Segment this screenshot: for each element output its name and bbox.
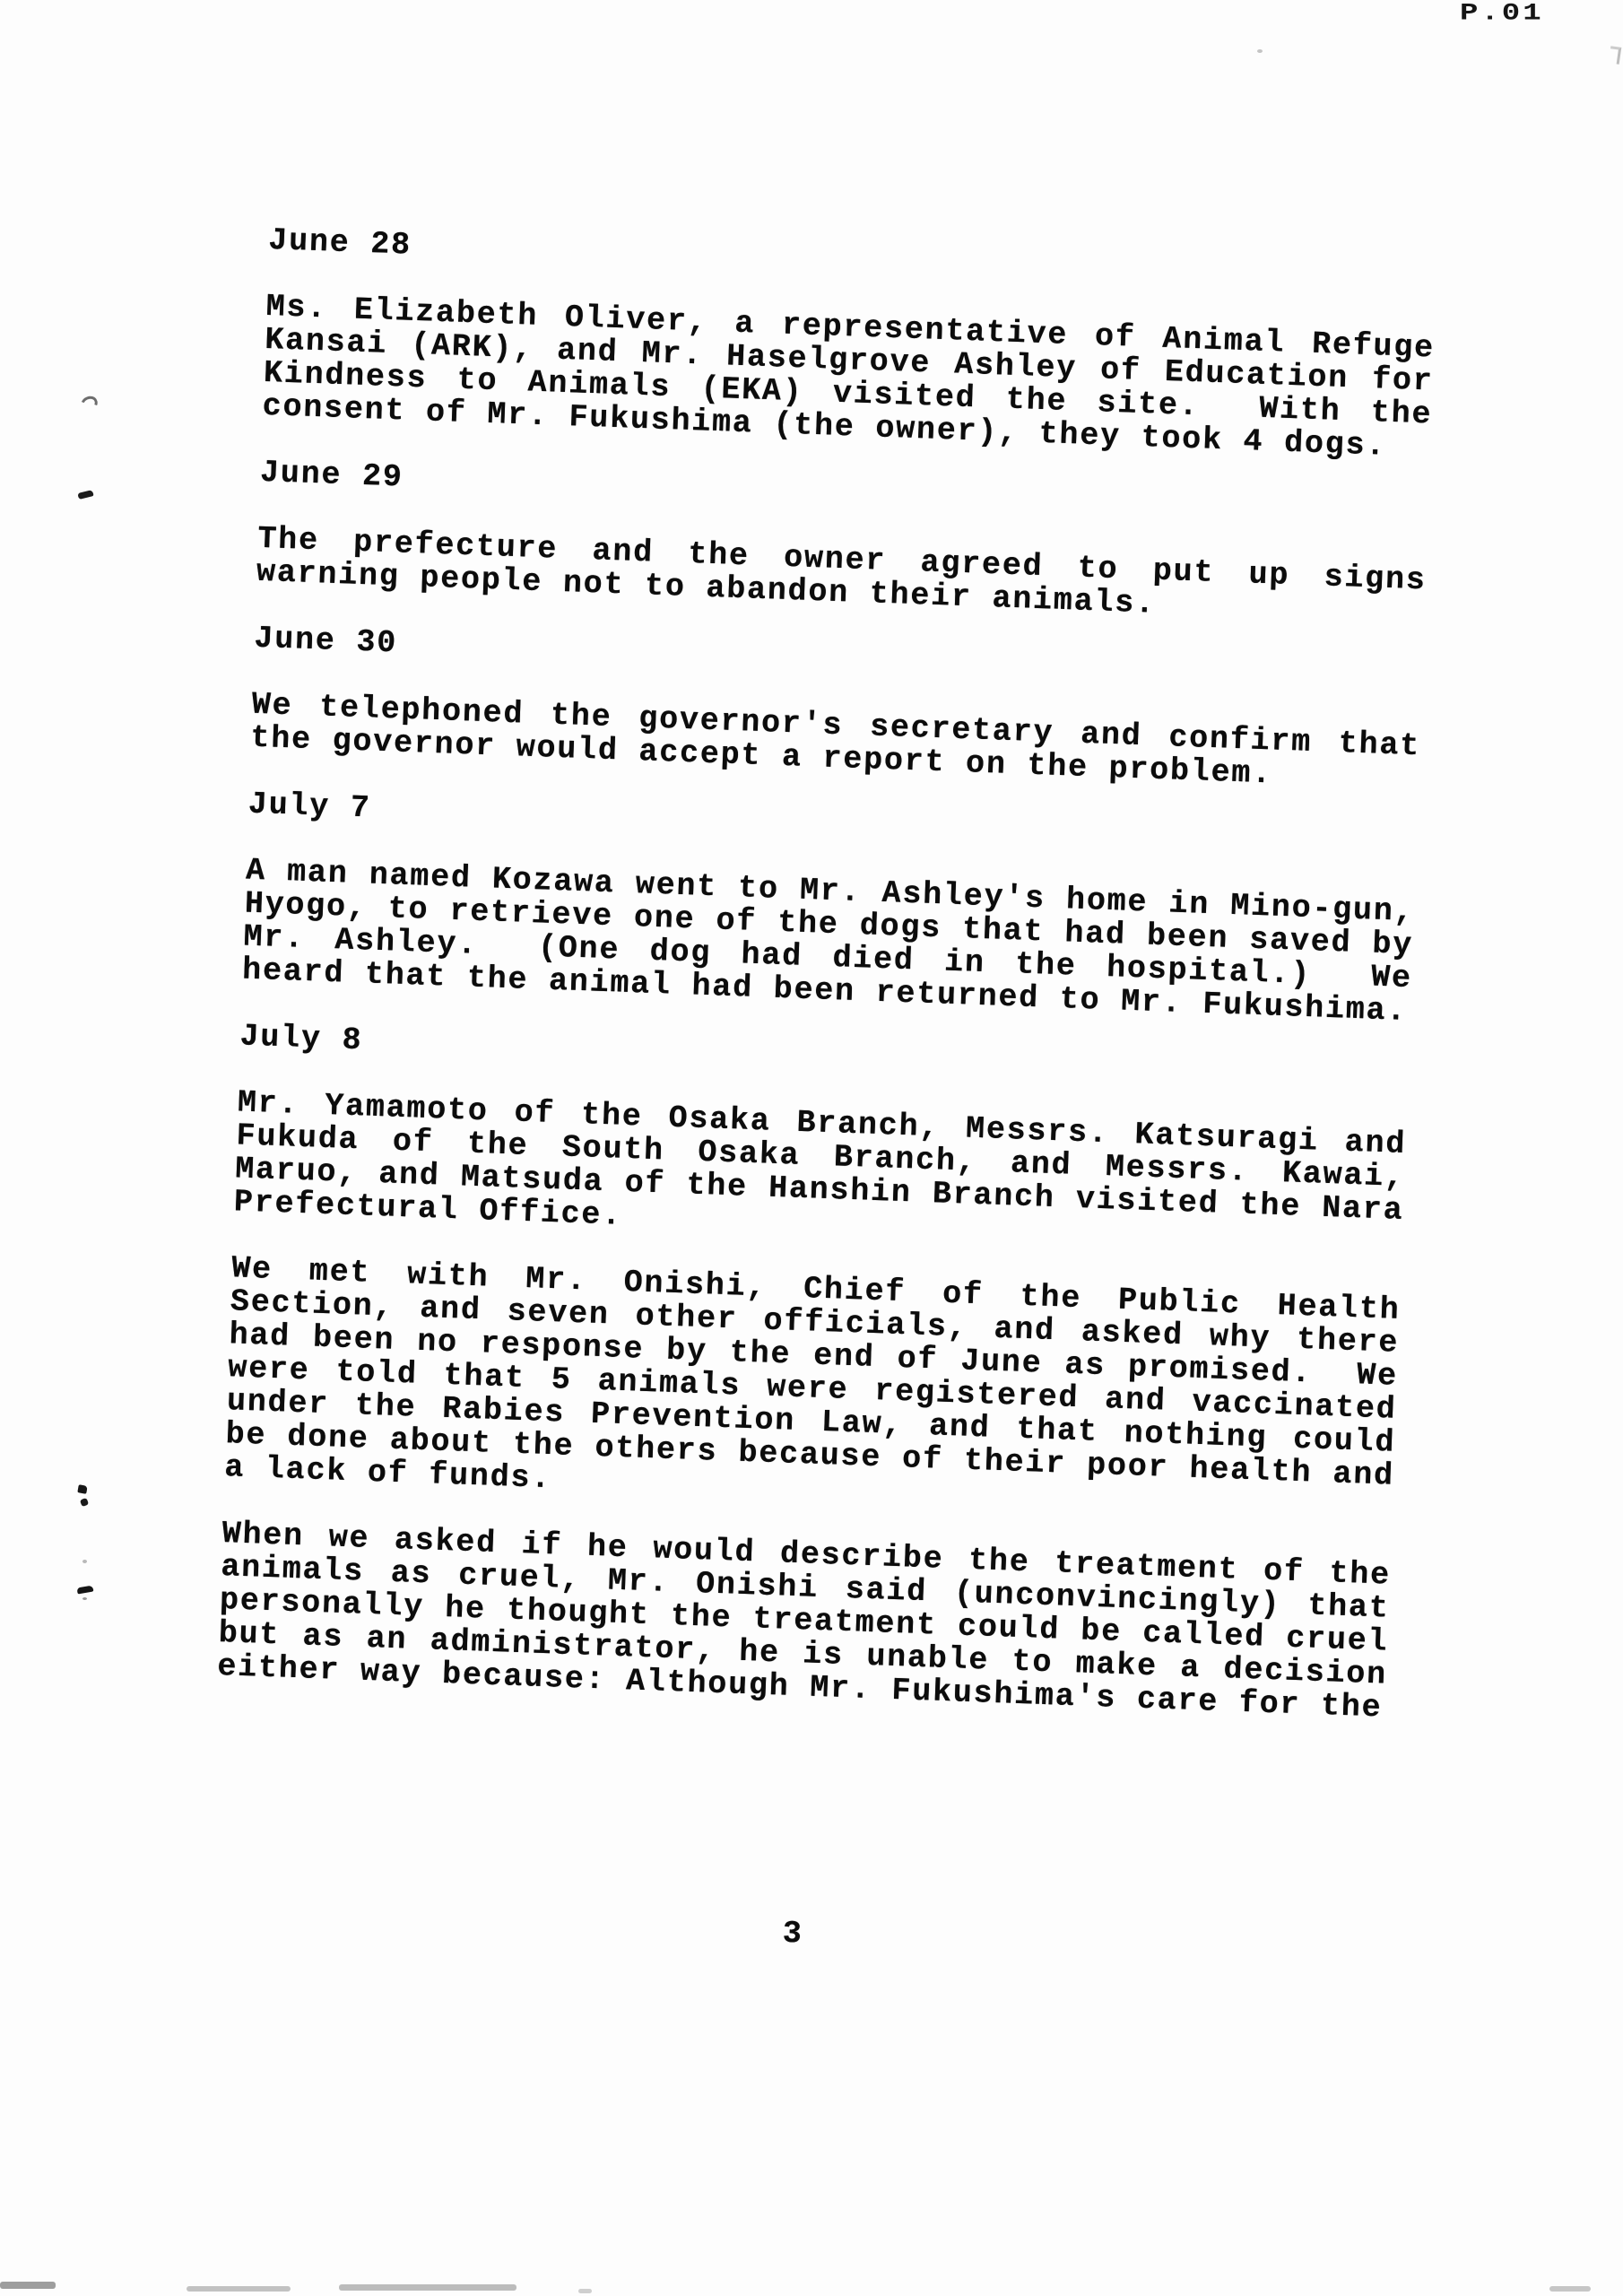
scan-smudge xyxy=(339,2284,516,2291)
scan-artifact-dot xyxy=(82,1597,87,1600)
section-june-30 xyxy=(249,620,1442,797)
section-july-8 xyxy=(216,1018,1428,1726)
scan-smudge xyxy=(187,2286,291,2292)
fax-page-indicator: P.01 xyxy=(1460,0,1544,28)
date-heading: June 29 xyxy=(259,454,404,496)
scan-artifact-dot xyxy=(80,1498,89,1507)
scan-artifact-curl xyxy=(79,394,100,414)
paragraph: The prefecture and the owner agreed to put up signs warning people not to abandon their animals. xyxy=(256,520,1448,622)
scan-artifact-dot xyxy=(77,1484,87,1494)
scan-artifact-edge-tick xyxy=(1609,46,1622,64)
scan-smudge xyxy=(1549,2286,1591,2292)
date-heading: July 7 xyxy=(247,786,372,827)
paragraph: We met with Mr. Onishi, Chief of the Public Health Section, and seven other officials, and asked why there had been no response by the end of June as promised. We were told that 5 animals were registered and vaccinated under the Rabies Prevention Law, and that nothing could be done about the others because of their poor health and a lack of funds. xyxy=(223,1250,1422,1498)
paragraph: When we asked if he would describe the treatment of the animals as cruel, Mr. Onishi said (unconvincingly) that personally he thought the treatment could be called cruel but as an administrator, he is unable to make a decision either way because: Although Mr. Fukushima's care for the xyxy=(216,1516,1412,1726)
date-heading: July 8 xyxy=(239,1018,364,1059)
page-number: 3 xyxy=(782,1915,804,1952)
scan-artifact-dash xyxy=(77,490,93,500)
scan-artifact-dot xyxy=(1257,49,1263,53)
scan-smudge xyxy=(578,2289,592,2293)
scan-artifact-dash xyxy=(77,1585,94,1594)
scan-smudge xyxy=(0,2282,56,2289)
paragraph: We telephoned the governor's secretary and confirm that the governor would accept a report on the problem. xyxy=(249,686,1442,793)
section-june-29 xyxy=(256,454,1448,631)
date-heading: June 30 xyxy=(253,620,398,662)
section-july-7 xyxy=(241,786,1436,1030)
scan-artifact-dot xyxy=(82,1560,87,1563)
paragraph: A man named Kozawa went to Mr. Ashley's home in Mino-gun, Hyogo, to retrieve one of the dogs that had been saved by Mr. Ashley. (One dog had died in the hospital.) We heard that the animal had been returned to Mr. Fukushima. xyxy=(241,852,1436,1030)
paragraph: Mr. Yamamoto of the Osaka Branch, Messrs. Katsuragi and Fukuda of the South Osaka Branch, and Messrs. Kawai, Maruo, and Matsuda of the Hanshin Branch visited the Nara Prefectural Office. xyxy=(233,1084,1428,1234)
section-june-28 xyxy=(262,222,1456,465)
typed-document-body xyxy=(208,222,1456,1971)
paragraph: Ms. Elizabeth Oliver, a representative of Animal Refuge Kansai (ARK), and Mr. Haselgrove Ashley of Education for Kindness to Animals (EKA) visited the site. With the consent of Mr. Fukushima (the owner), they took 4 dogs. xyxy=(262,288,1456,465)
date-heading: June 28 xyxy=(267,222,412,264)
